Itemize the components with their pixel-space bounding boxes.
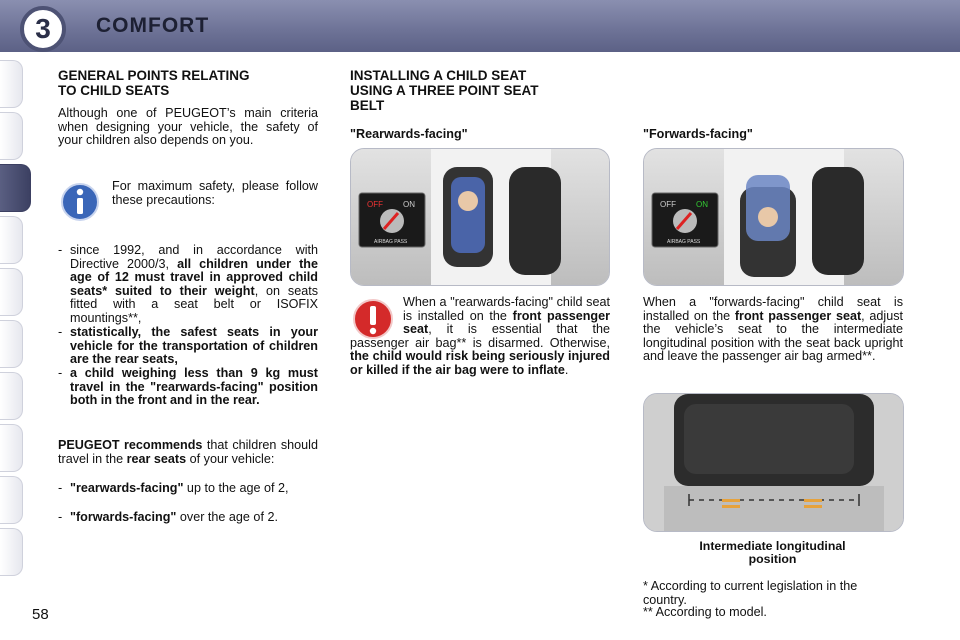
- chapter-tabs: [0, 60, 34, 580]
- forwards-paragraph: When a "forwards-facing" child seat is installed on the front passenger seat, adjust the vehicle’s seat to the intermediate longitudinal position with the seat back upright and leave the passenger air bag armed**.: [643, 295, 903, 363]
- section-title-general: GENERAL POINTS RELATING TO CHILD SEATS: [58, 68, 250, 98]
- chapter-tab[interactable]: [0, 476, 23, 524]
- section-title-installing: INSTALLING A CHILD SEAT USING A THREE POINT SEAT BELT: [350, 68, 539, 113]
- airbag-on-label: ON: [696, 200, 708, 209]
- airbag-pass-label: AIRBAG PASS: [374, 239, 408, 245]
- info-icon: [60, 180, 100, 229]
- chapter-title: COMFORT: [96, 14, 210, 37]
- airbag-off-label: OFF: [367, 200, 383, 209]
- recommendation-paragraph: PEUGEOT recommends that children should travel in the rear seats of your vehicle:: [58, 438, 318, 466]
- chapter-tab-active[interactable]: [0, 164, 31, 212]
- forwards-subtitle: "Forwards-facing": [643, 127, 753, 141]
- list-item: - "forwards-facing" over the age of 2.: [58, 510, 278, 524]
- warning-paragraph: When a "rearwards-facing" child seat is installed on the front passenger seat, it is essential that the passenger air bag** is disarmed. Otherwise, the child would risk being seriously injured or killed if the air bag were to inflate.: [350, 295, 610, 377]
- seat-position-caption: Intermediate longitudinal position: [699, 539, 846, 566]
- chapter-tab[interactable]: [0, 320, 23, 368]
- airbag-on-label: ON: [403, 200, 415, 209]
- chapter-number: 3: [20, 6, 66, 52]
- footnote-1: * According to current legislation in the country.: [643, 579, 858, 607]
- chapter-tab[interactable]: [0, 372, 23, 420]
- list-item: - "rearwards-facing" up to the age of 2,: [58, 481, 289, 495]
- list-item: - statistically, the safest seats in your vehicle for the transportation of children are the rear seats,: [58, 325, 318, 366]
- chapter-tab[interactable]: [0, 216, 23, 264]
- rearwards-subtitle: "Rearwards-facing": [350, 127, 468, 141]
- intro-paragraph: Although one of PEUGEOT’s main criteria when designing your vehicle, the safety of your children also depends on you.: [58, 106, 318, 147]
- list-item: - a child weighing less than 9 kg must travel in the "rearwards-facing" position both in the front and in the rear.: [58, 366, 318, 407]
- seat-position-photo: [643, 393, 904, 532]
- footnote-2: ** According to model.: [643, 605, 767, 619]
- page-number: 58: [32, 606, 49, 623]
- list-item: - since 1992, and in accordance with Directive 2000/3, all children under the age of 12 must travel in approved child seats* suited to their weight, on seats fitted with a seat belt or ISOFIX mountings**,: [58, 243, 319, 325]
- info-text: For maximum safety, please follow these precautions:: [112, 179, 318, 207]
- airbag-off-label: OFF: [660, 200, 676, 209]
- chapter-tab[interactable]: [0, 528, 23, 576]
- chapter-tab[interactable]: [0, 268, 23, 316]
- chapter-tab[interactable]: [0, 424, 23, 472]
- chapter-tab[interactable]: [0, 112, 23, 160]
- rearwards-facing-photo: [350, 148, 610, 286]
- forwards-facing-photo: [643, 148, 904, 286]
- chapter-header: [0, 0, 960, 52]
- chapter-tab[interactable]: [0, 60, 23, 108]
- airbag-pass-label: AIRBAG PASS: [667, 239, 701, 245]
